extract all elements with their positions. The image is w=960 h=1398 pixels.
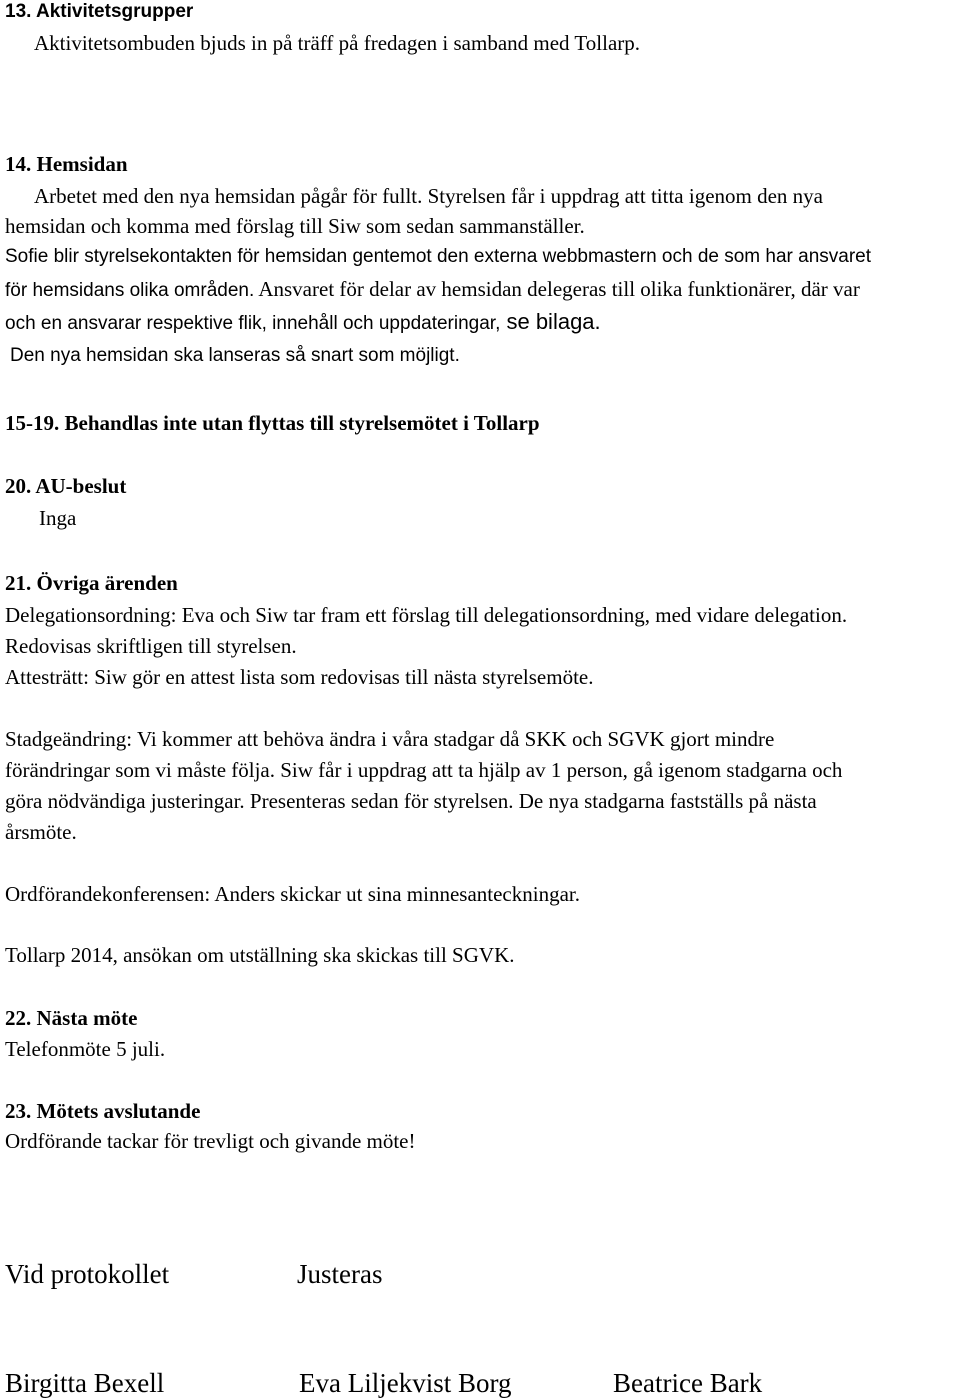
- signature-name-1: Birgitta Bexell: [5, 1368, 165, 1398]
- s14-p2-line1: Sofie blir styrelsekontakten för hemsidan gentemot den externa webbmastern och de som har ansvaret: [5, 246, 872, 267]
- heading-13: 13. Aktivitetsgrupper: [5, 1, 194, 22]
- heading-23: 23. Mötets avslutande: [5, 1099, 201, 1123]
- s22-text: Telefonmöte 5 juli.: [5, 1037, 166, 1061]
- s14-p3: Den nya hemsidan ska lanseras så snart som möjligt.: [10, 345, 460, 366]
- heading-20: 20. AU-beslut: [5, 474, 127, 498]
- s21-deleg-line1: [5, 605, 847, 626]
- s21-tollarp: Tollarp 2014, ansökan om utställning ska skickas till SGVK.: [5, 943, 515, 967]
- s14-p2-line2-a: för hemsidans olika områden.: [5, 280, 255, 301]
- signature-name-2: Eva Liljekvist Borg: [299, 1368, 512, 1398]
- s21-stadge-line4: årsmöte.: [5, 820, 77, 844]
- signature-name-3: Beatrice Bark: [613, 1368, 763, 1398]
- deleg-label: Delegationsordning:: [5, 603, 177, 627]
- s21-ordf: Ordförandekonferensen: Anders skickar ut sina minnesanteckningar.: [5, 882, 580, 906]
- s14-p2-line3-a: och en ansvarar respektive flik, innehåll och uppdateringar,: [5, 313, 501, 334]
- signature-label-justeras: Justeras: [297, 1259, 383, 1289]
- heading-15-19: 15-19. Behandlas inte utan flyttas till styrelsemötet i Tollarp: [5, 411, 540, 435]
- heading-22: 22. Nästa möte: [5, 1006, 138, 1030]
- deleg-text: Eva och Siw tar fram ett förslag till delegationsordning, med vidare delegation.: [176, 603, 848, 627]
- s21-stadge-line1: [5, 729, 774, 750]
- heading-14: 14. Hemsidan: [5, 152, 128, 176]
- s21-stadge-line3: göra nödvändiga justeringar. Presenteras sedan för styrelsen. De nya stadgarna fastställs på nästa: [5, 789, 817, 813]
- s21-attest: Attesträtt: Siw gör en attest lista som redovisas till nästa styrelsemöte.: [5, 665, 594, 689]
- stadge-text: Vi kommer att behöva ändra i våra stadgar då SKK och SGVK gjort mindre: [132, 727, 775, 751]
- s14-p1-line1: Arbetet med den nya hemsidan pågår för fullt. Styrelsen får i uppdrag att titta igenom den nya: [34, 184, 824, 208]
- signature-label-protokoll: Vid protokollet: [5, 1259, 170, 1289]
- s14-p1-line2: hemsidan och komma med förslag till Siw som sedan sammanställer.: [5, 214, 585, 238]
- stadge-label: Stadgeändring:: [5, 727, 133, 751]
- s14-p2-line3-b: se bilaga.: [500, 309, 601, 334]
- s23-text: Ordförande tackar för trevligt och givande möte!: [5, 1129, 416, 1153]
- s21-deleg-line2: Redovisas skriftligen till styrelsen.: [5, 634, 297, 658]
- s20-text: Inga: [39, 506, 77, 530]
- s14-p2-line2: [5, 279, 860, 300]
- heading-21: 21. Övriga ärenden: [5, 571, 178, 595]
- s21-stadge-line2: förändringar som vi måste följa. Siw får i uppdrag att ta hjälp av 1 person, gå igenom stadgarna och: [5, 758, 843, 782]
- s13-line: Aktivitetsombuden bjuds in på träff på fredagen i samband med Tollarp.: [34, 31, 641, 55]
- s14-p2-line3: [5, 311, 601, 333]
- s14-p2-line2-b: Ansvaret för delar av hemsidan delegeras till olika funktionärer, där var: [254, 277, 860, 301]
